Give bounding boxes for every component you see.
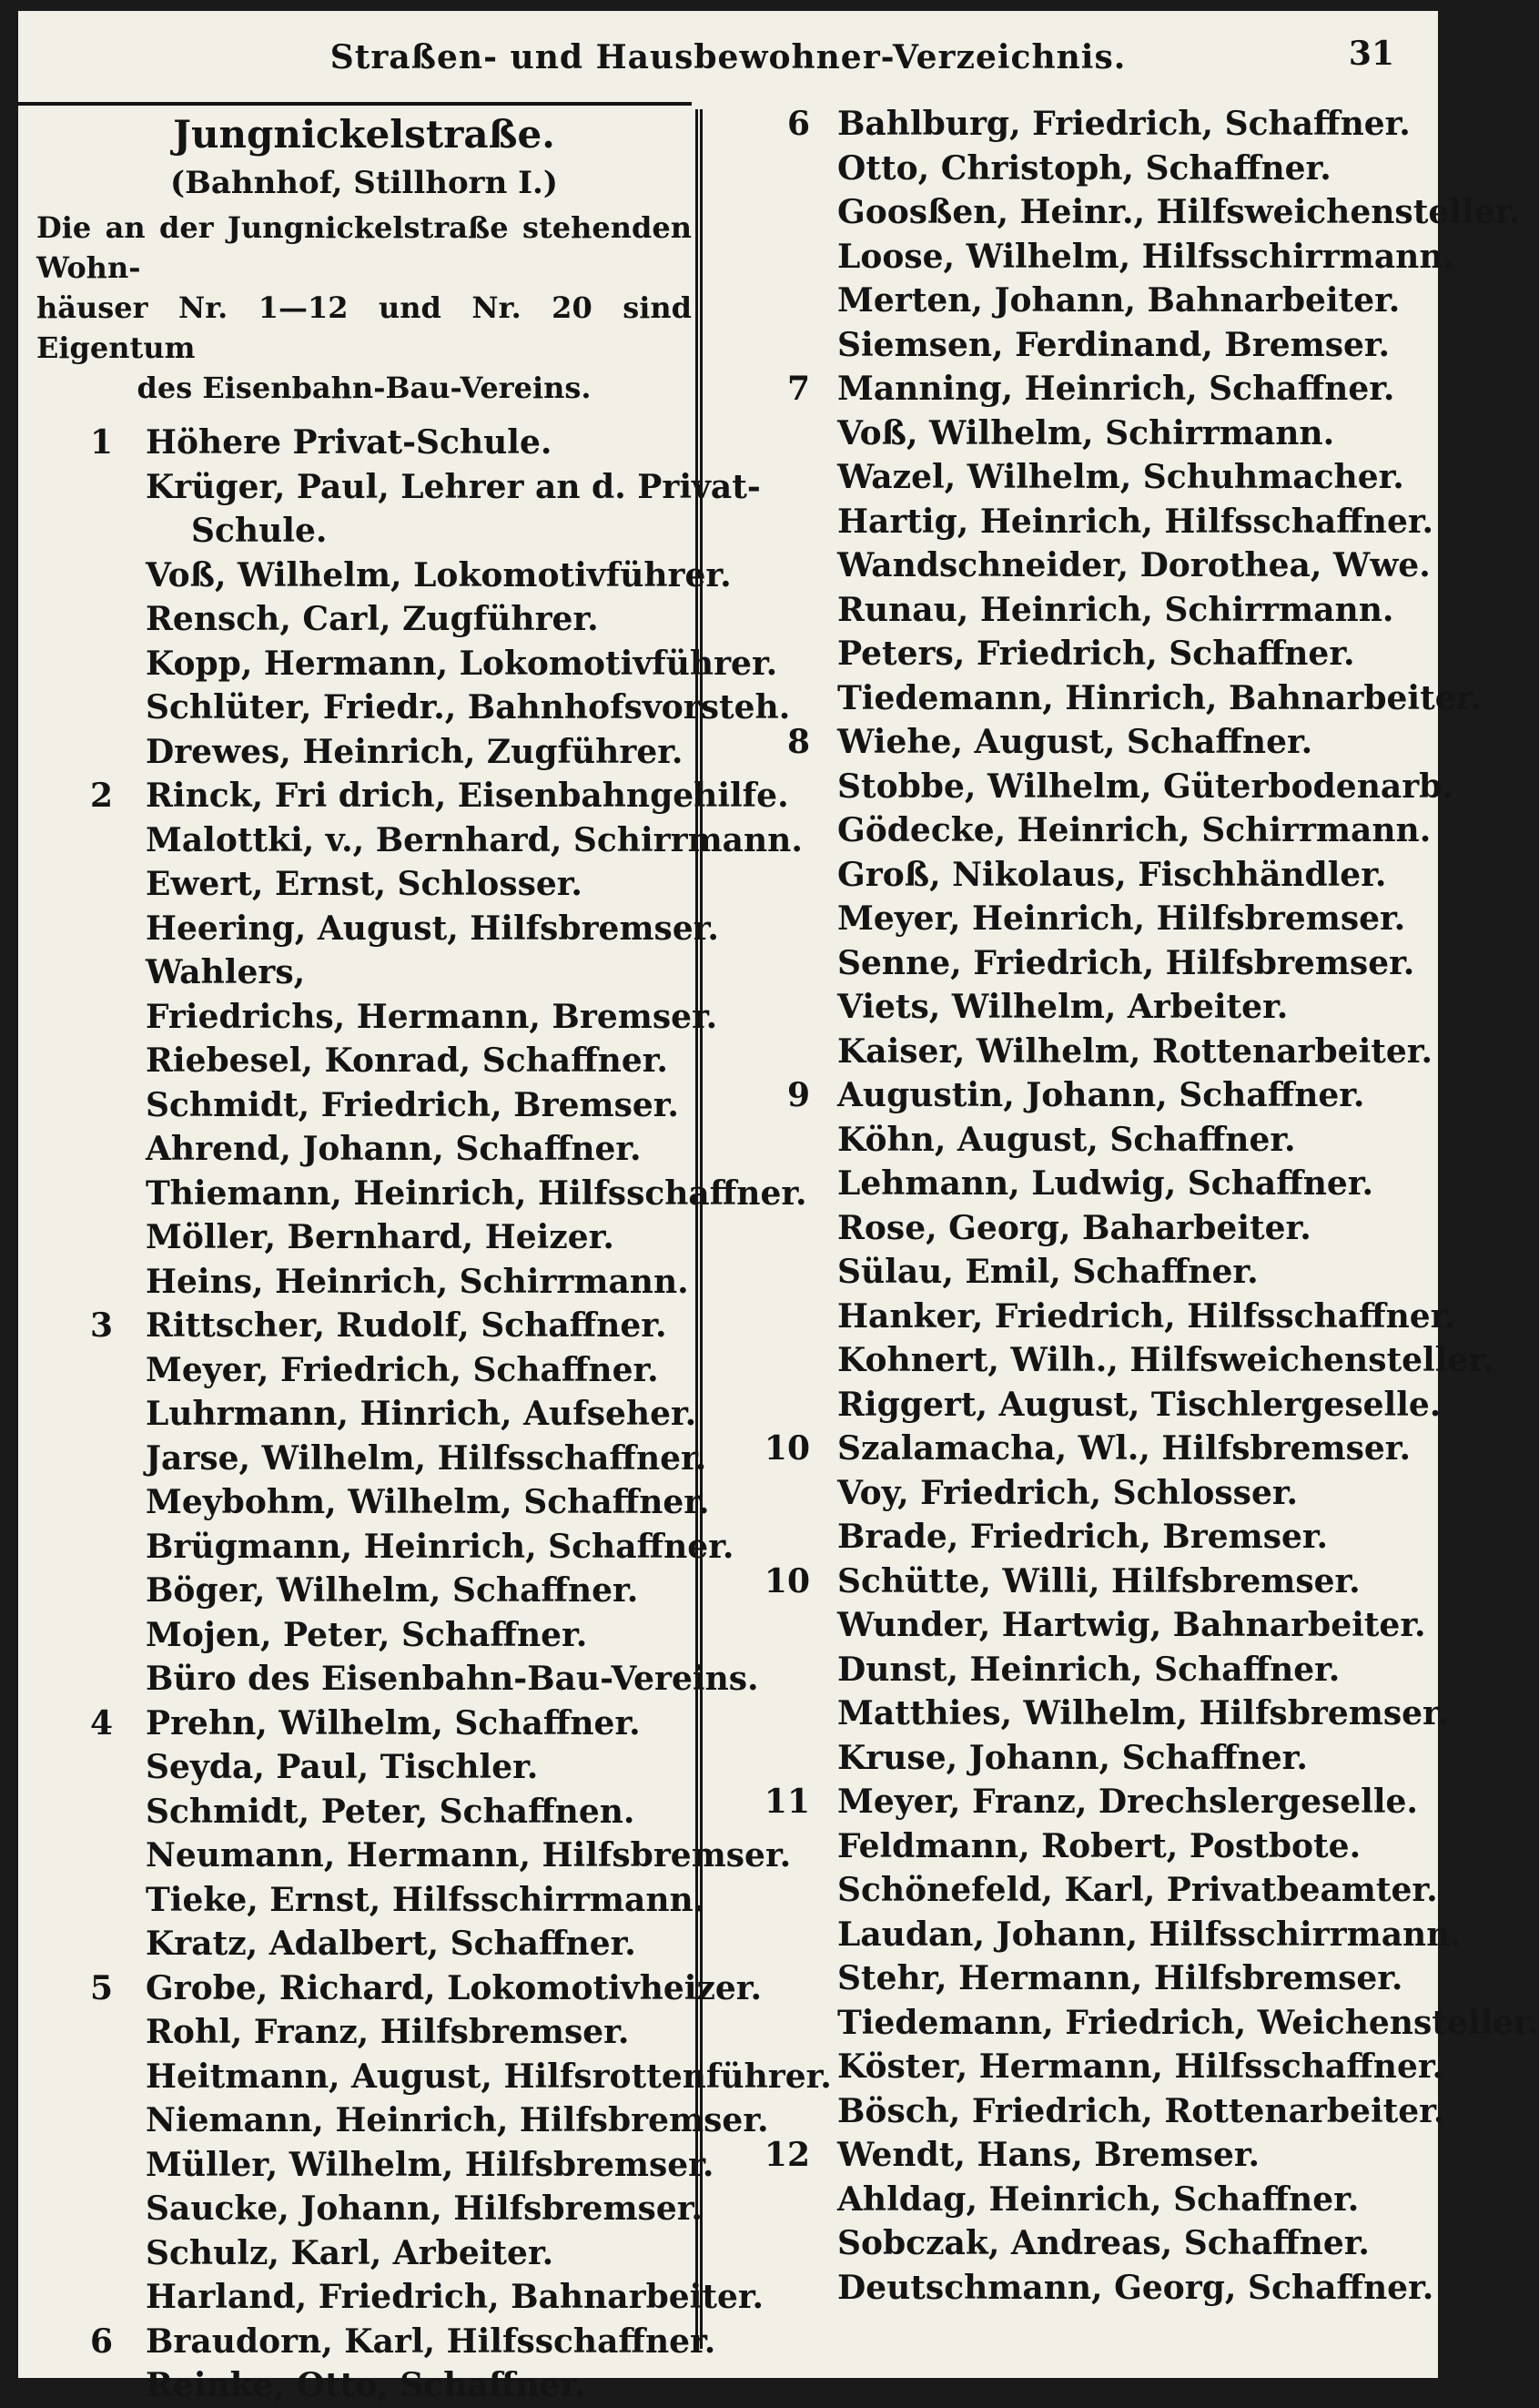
house-number: 7: [786, 370, 810, 408]
resident-entry: [36, 2143, 714, 2188]
resident-text: Mojen, Peter, Schaffner.: [146, 1615, 588, 1654]
resident-entry: [746, 1073, 1420, 1118]
house-number: 10: [764, 1561, 810, 1600]
resident-text: Neumann, Hermann, Hilfsbremser.: [146, 1836, 792, 1875]
resident-text: Loose, Wilhelm, Hilfsschirrmann.: [837, 237, 1455, 276]
resident-entry: [746, 1250, 1420, 1295]
house-number: 11: [764, 1783, 810, 1821]
resident-text: Laudan, Johann, Hilfsschirrmann.: [837, 1915, 1462, 1954]
resident-text: Braudorn, Karl, Hilfsschaffner.: [146, 2322, 716, 2361]
resident-text: Schütte, Willi, Hilfsbremser.: [837, 1561, 1361, 1600]
resident-text: Merten, Johann, Bahnarbeiter.: [837, 281, 1401, 320]
resident-entry: [36, 907, 719, 951]
resident-text: Thiemann, Heinrich, Hilfsschaffner.: [146, 1174, 807, 1213]
resident-entry: [746, 1295, 1456, 1339]
resident-text: Otto, Christoph, Schaffner.: [837, 148, 1331, 188]
resident-entry: [746, 1736, 1420, 1781]
resident-entry: [746, 455, 1420, 500]
resident-entry: [36, 862, 692, 907]
house-number: 8: [786, 723, 810, 761]
house-number: 5: [89, 1968, 113, 2007]
resident-entry: [746, 1030, 1433, 1074]
resident-entry: [36, 995, 718, 1040]
resident-entry: [746, 1648, 1420, 1692]
resident-entry: [36, 1392, 697, 1437]
resident-entry: [36, 774, 789, 818]
resident-entry: [36, 1922, 692, 1966]
resident-text: Stehr, Hermann, Hilfsbremser.: [837, 1959, 1403, 1997]
resident-entry: [36, 2320, 716, 2364]
resident-entry: [746, 1868, 1438, 1913]
resident-text: Heins, Heinrich, Schirrmann.: [146, 1262, 689, 1301]
resident-entry: [746, 1692, 1449, 1736]
resident-text: Wendt, Hans, Bremser.: [837, 2136, 1261, 2174]
resident-entry: [36, 1525, 734, 1570]
resident-entry: [746, 897, 1420, 941]
resident-entry: [36, 950, 692, 995]
resident-text: Wazel, Wilhelm, Schuhmacher.: [837, 458, 1404, 496]
resident-entry: [746, 323, 1420, 368]
resident-entry: [746, 2178, 1420, 2222]
resident-text: Rensch, Carl, Zugführer.: [146, 600, 599, 638]
resident-entry: [746, 720, 1420, 765]
header-rule: [18, 102, 692, 106]
resident-entry: [36, 2098, 769, 2143]
resident-text: Malottki, v., Bernhard, Schirrmann.: [146, 820, 803, 859]
resident-text: Wunder, Hartwig, Bahnarbeiter.: [837, 1606, 1426, 1644]
resident-entry: [36, 1480, 710, 1525]
resident-entry: [36, 1657, 759, 1702]
resident-text: Höhere Privat-Schule.: [146, 423, 552, 462]
street-title: Jungnickelstraße.: [173, 112, 555, 157]
resident-entry: [746, 1162, 1420, 1206]
resident-entry: [746, 853, 1420, 898]
resident-entry: [36, 2187, 703, 2231]
resident-text: Rohl, Franz, Hilfsbremser.: [146, 2013, 630, 2051]
resident-text: Sülau, Emil, Schaffner.: [837, 1253, 1259, 1291]
resident-entry: [36, 642, 778, 686]
resident-text: Matthies, Wilhelm, Hilfsbremser.: [837, 1694, 1449, 1732]
right-entry-list: [746, 102, 1539, 2310]
resident-text: Tiedemann, Hinrich, Bahnarbeiter.: [837, 678, 1482, 717]
intro-line: häuser Nr. 1—12 und Nr. 20 sind Eigentum: [36, 290, 692, 365]
resident-entry: [746, 1780, 1420, 1824]
resident-text: Grobe, Richard, Lokomotivheizer.: [146, 1968, 762, 2007]
resident-text: Tieke, Ernst, Hilfsschirrmann.: [146, 1880, 705, 1919]
resident-text: Ahrend, Johann, Schaffner.: [146, 1130, 642, 1168]
resident-entry: [36, 1790, 692, 1834]
resident-entry: [746, 1560, 1420, 1604]
resident-entry: [36, 1304, 692, 1348]
resident-text: Wandschneider, Dorothea, Wwe.: [837, 546, 1431, 584]
resident-text: Peters, Friedrich, Schaffner.: [837, 635, 1355, 673]
resident-text: Ahldag, Heinrich, Schaffner.: [837, 2179, 1360, 2219]
resident-text: Szalamacha, Wl., Hilfsbremser.: [837, 1429, 1411, 1468]
resident-entry: [36, 554, 732, 598]
resident-entry: [746, 102, 1420, 147]
street-subtitle: (Bahnhof, Stillhorn I.): [170, 165, 558, 201]
resident-entry: [36, 730, 692, 775]
resident-text: Schönefeld, Karl, Privatbeamter.: [837, 1871, 1438, 1909]
resident-text: Kruse, Johann, Schaffner.: [837, 1738, 1308, 1777]
resident-text: Friedrichs, Hermann, Bremser.: [146, 997, 718, 1036]
resident-text: Siemsen, Ferdinand, Bremser.: [837, 325, 1391, 364]
resident-entry: [36, 2275, 764, 2320]
resident-text: Riebesel, Konrad, Schaffner.: [146, 1041, 668, 1080]
column-divider: [695, 109, 703, 2349]
resident-text: Luhrmann, Hinrich, Aufseher.: [146, 1395, 697, 1433]
resident-text: Meyer, Franz, Drechslergeselle.: [837, 1783, 1418, 1821]
resident-text: Heitmann, August, Hilfsrottenführer.: [146, 2057, 832, 2096]
intro-line: des Eisenbahn-Bau-Vereins.: [137, 371, 592, 405]
resident-text: Gödecke, Heinrich, Schirrmann.: [837, 811, 1432, 849]
resident-entry: [36, 818, 803, 863]
house-number: 9: [786, 1076, 810, 1114]
house-number: 12: [764, 2136, 810, 2174]
resident-entry: [746, 411, 1420, 456]
resident-entry: [746, 367, 1420, 411]
resident-entry: [746, 2221, 1420, 2266]
resident-entry: [746, 500, 1434, 544]
resident-text: Hanker, Friedrich, Hilfsschaffner.: [837, 1296, 1456, 1336]
resident-text: Voß, Wilhelm, Schirrmann.: [837, 413, 1335, 452]
resident-entry: [36, 597, 692, 642]
resident-entry: [746, 1515, 1420, 1560]
resident-entry: [36, 1834, 792, 1878]
resident-entry: [746, 1427, 1420, 1471]
resident-entry: [36, 1702, 692, 1746]
resident-text: Krüger, Paul, Lehrer an d. Privat-: [146, 467, 761, 506]
resident-text: Kopp, Hermann, Lokomotivführer.: [146, 644, 778, 683]
resident-text: Heering, August, Hilfsbremser.: [146, 909, 719, 948]
resident-entry: [746, 765, 1453, 809]
intro-line: Die an der Jungnickelstraße stehenden Wohn-: [36, 210, 692, 285]
resident-text: Dunst, Heinrich, Schaffner.: [837, 1650, 1341, 1689]
resident-text: Schmidt, Friedrich, Bremser.: [146, 1085, 679, 1124]
resident-entry: [746, 147, 1420, 191]
resident-entry: [746, 1338, 1494, 1383]
resident-text: Lehmann, Ludwig, Schaffner.: [837, 1164, 1374, 1203]
resident-text: Reinke, Otto, Schaffner.: [146, 2366, 586, 2404]
house-number: 6: [89, 2322, 113, 2361]
resident-text: Köhn, August, Schaffner.: [837, 1120, 1296, 1159]
resident-text: Möller, Bernhard, Heizer.: [146, 1218, 614, 1256]
resident-entry: [746, 2133, 1420, 2178]
resident-text: Voß, Wilhelm, Lokomotivführer.: [146, 555, 732, 594]
resident-text: Runau, Heinrich, Schirrmann.: [837, 590, 1394, 629]
resident-text: Kratz, Adalbert, Schaffner.: [146, 1925, 636, 1963]
resident-entry: [746, 1956, 1420, 2001]
resident-text: Harland, Friedrich, Bahnarbeiter.: [146, 2278, 764, 2316]
resident-text: Büro des Eisenbahn-Bau-Vereins.: [146, 1660, 759, 1698]
resident-entry: [746, 2001, 1539, 2046]
resident-entry: [36, 1260, 692, 1305]
resident-entry: [36, 2055, 832, 2099]
resident-text: Deutschmann, Georg, Schaffner.: [837, 2268, 1434, 2307]
resident-entry: [36, 421, 692, 465]
resident-text: Wahlers,: [146, 953, 306, 991]
running-header: Straßen- und Hausbewohner-Verzeichnis.: [329, 38, 1127, 76]
resident-entry: [36, 1215, 692, 1260]
resident-text: Schule.: [191, 512, 328, 550]
house-number: 10: [764, 1429, 810, 1468]
house-number: 2: [89, 777, 113, 815]
resident-text: Müller, Wilhelm, Hilfsbremser.: [146, 2145, 714, 2184]
house-number: 4: [89, 1703, 113, 1742]
resident-text: Senne, Friedrich, Hilfsbremser.: [837, 943, 1415, 982]
resident-entry: [746, 190, 1521, 235]
resident-text: Voy, Friedrich, Schlosser.: [837, 1473, 1299, 1512]
right-column: [746, 102, 1539, 2310]
resident-entry: [36, 1127, 692, 1172]
resident-text: Riggert, August, Tischlergeselle.: [837, 1385, 1442, 1424]
resident-text: Schulz, Karl, Arbeiter.: [146, 2233, 554, 2272]
resident-entry: [746, 1471, 1420, 1516]
resident-entry: [746, 2266, 1434, 2311]
resident-entry: [746, 588, 1420, 633]
resident-text: Augustin, Johann, Schaffner.: [837, 1076, 1365, 1114]
resident-entry: [746, 808, 1432, 853]
resident-text: Meyer, Heinrich, Hilfsbremser.: [837, 899, 1406, 938]
resident-entry: [36, 1966, 762, 2011]
resident-text: Böger, Wilhelm, Schaffner.: [146, 1571, 639, 1610]
resident-text: Feldmann, Robert, Postbote.: [837, 1826, 1362, 1865]
resident-text: Saucke, Johann, Hilfsbremser.: [146, 2190, 703, 2228]
resident-entry: [36, 465, 761, 510]
resident-text: Schlüter, Friedr., Bahnhofsvorsteh.: [146, 688, 791, 726]
resident-entry: [36, 1039, 692, 1083]
resident-text: Viets, Wilhelm, Arbeiter.: [837, 988, 1289, 1026]
resident-entry: [746, 1603, 1426, 1648]
resident-text: Hartig, Heinrich, Hilfsschaffner.: [837, 502, 1434, 541]
resident-text: Brügmann, Heinrich, Schaffner.: [146, 1527, 734, 1566]
resident-entry: [36, 509, 692, 554]
resident-text: Seyda, Paul, Tischler.: [146, 1748, 539, 1786]
resident-entry: [746, 1383, 1442, 1428]
resident-entry: [36, 1172, 807, 1216]
resident-text: Prehn, Wilhelm, Schaffner.: [146, 1703, 641, 1742]
house-number: 6: [786, 105, 810, 143]
resident-entry: [746, 632, 1420, 676]
resident-text: Bösch, Friedrich, Rottenarbeiter.: [837, 2091, 1445, 2130]
resident-entry: [36, 686, 791, 730]
resident-entry: [746, 985, 1420, 1030]
resident-text: Bahlburg, Friedrich, Schaffner.: [837, 105, 1411, 143]
resident-text: Groß, Nikolaus, Fischhändler.: [837, 855, 1387, 894]
resident-entry: [36, 1569, 692, 1613]
directory-page: [18, 11, 1539, 2404]
resident-entry: [36, 1083, 692, 1128]
resident-text: Stobbe, Wilhelm, Güterbodenarb.: [837, 767, 1453, 806]
resident-entry: [36, 1613, 692, 1658]
resident-text: Rinck, Fri drich, Eisenbahngehilfe.: [146, 777, 789, 815]
resident-text: Goosßen, Heinr., Hilfsweichensteller.: [837, 193, 1521, 231]
resident-entry: [746, 1913, 1462, 1957]
resident-text: Drewes, Heinrich, Zugführer.: [146, 732, 683, 771]
resident-entry: [746, 2045, 1444, 2089]
resident-text: Brade, Friedrich, Bremser.: [837, 1518, 1329, 1556]
resident-text: Schmidt, Peter, Schaffnen.: [146, 1792, 635, 1831]
resident-entry: [746, 1824, 1420, 1869]
resident-text: Rittscher, Rudolf, Schaffner.: [146, 1306, 667, 1345]
resident-entry: [36, 2363, 692, 2408]
resident-text: Niemann, Heinrich, Hilfsbremser.: [146, 2101, 769, 2139]
resident-text: Köster, Hermann, Hilfsschaffner.: [837, 2047, 1444, 2086]
resident-text: Jarse, Wilhelm, Hilfsschaffner.: [146, 1438, 707, 1478]
resident-entry: [36, 2010, 692, 2055]
resident-text: Sobczak, Andreas, Schaffner.: [837, 2224, 1370, 2262]
street-intro: [36, 208, 692, 408]
resident-text: Tiedemann, Friedrich, Weichensteller.: [837, 2003, 1539, 2042]
resident-entry: [36, 1348, 692, 1393]
resident-text: Meyer, Friedrich, Schaffner.: [146, 1350, 659, 1389]
resident-entry: [36, 2231, 692, 2276]
resident-entry: [746, 676, 1482, 721]
page-number: 31: [1348, 35, 1394, 73]
resident-entry: [746, 1118, 1420, 1163]
resident-entry: [36, 1878, 705, 1923]
resident-entry: [746, 2089, 1445, 2134]
resident-text: Rose, Georg, Baharbeiter.: [837, 1208, 1311, 1247]
resident-entry: [746, 544, 1431, 588]
resident-text: Meybohm, Wilhelm, Schaffner.: [146, 1483, 710, 1521]
resident-entry: [746, 235, 1455, 279]
resident-text: Wiehe, August, Schaffner.: [837, 723, 1313, 761]
resident-text: Manning, Heinrich, Schaffner.: [837, 370, 1395, 408]
resident-entry: [36, 1437, 707, 1481]
resident-entry: [746, 941, 1420, 986]
house-number: 1: [89, 423, 113, 462]
resident-text: Kohnert, Wilh., Hilfsweichensteller.: [837, 1341, 1494, 1379]
resident-text: Kaiser, Wilhelm, Rottenarbeiter.: [837, 1031, 1433, 1071]
resident-entry: [746, 279, 1420, 323]
house-number: 3: [89, 1306, 113, 1345]
resident-entry: [36, 1745, 692, 1790]
resident-text: Ewert, Ernst, Schlosser.: [146, 865, 582, 903]
resident-entry: [746, 1206, 1420, 1251]
